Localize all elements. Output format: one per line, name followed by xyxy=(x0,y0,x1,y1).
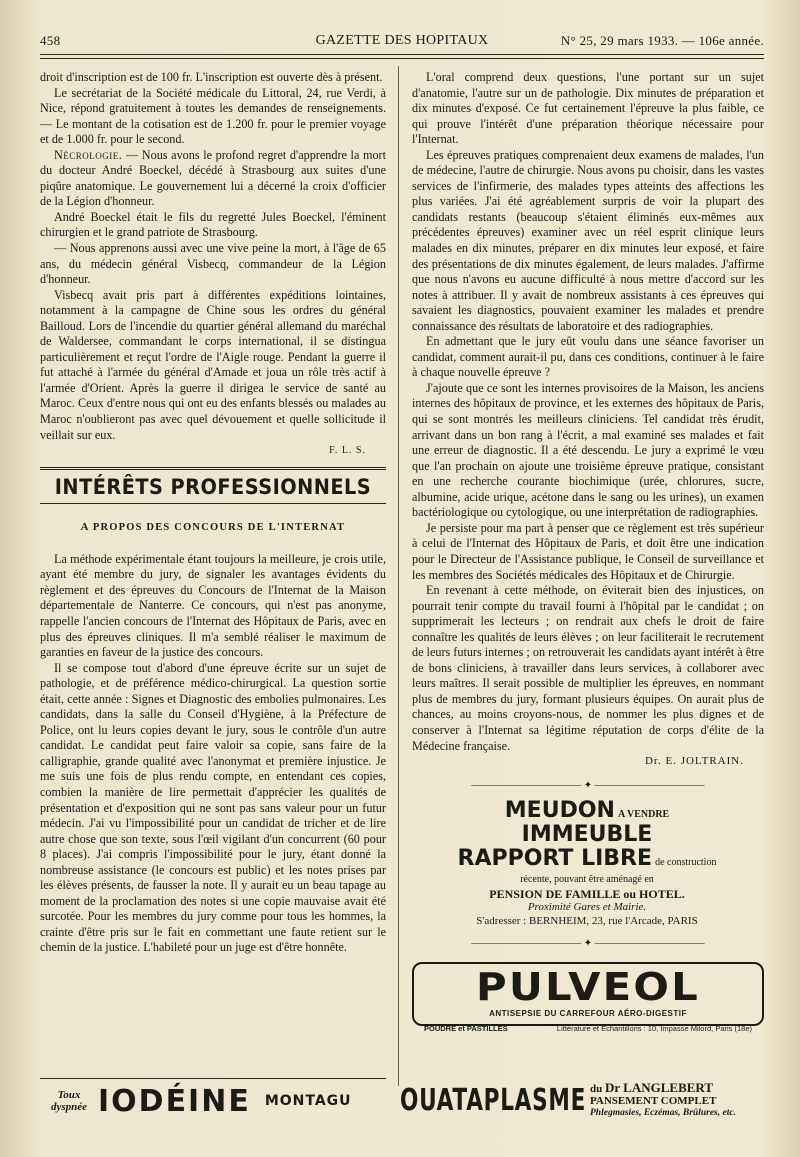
section-rule-thin xyxy=(40,503,386,504)
du-label: du xyxy=(590,1082,603,1095)
section-rule xyxy=(40,467,386,470)
author-signature: Dr. E. JOLTRAIN. xyxy=(644,755,744,768)
paragraph-text: — Nous avons le profond regret d'apprendre la mort du docteur André Boeckel, décédé à Strasbourg aux suites d'une piqûre anatomique. Le gouvernement lui a décerné la croix d'officier de la Légion d'honneur. xyxy=(40,147,386,209)
section-title: INTÉRÊTS PROFESSIONNELS xyxy=(54,474,372,499)
rapport-libre: RAPPORT LIBRE xyxy=(457,846,653,872)
paragraph: En admettant que le jury eût voulu dans une séance favoriser un candidat, comment aurait-il pu, dans ces conditions, continuer à le faire à chaque nouvelle épreuve ? xyxy=(412,334,764,380)
paragraph: La méthode expérimentale étant toujours la meilleure, je crois utile, ayant été membre du jury, de signaler les avantages évidents du règlement et des épreuves du Concours de l'Internat de la Maison départementale de Nanterre. Ce concours, qui n'est pas anonyme, rappelle l'ancien concours de l'Internat des Hôpitaux de Paris, avec en plus des épreuves cliniques. Il m'a semblé réaliser le maximum de garanties en faveur de la justice des concours. xyxy=(40,551,386,660)
meudon-ad-line2 xyxy=(452,847,722,887)
signature-initials: F. L. S. xyxy=(329,445,366,457)
paragraph: — Nous apprenons aussi avec une vive peine la mort, à l'âge de 65 ans, du médecin général Visbecq, commandeur de la Légion d'honneur. xyxy=(40,241,386,287)
paragraph: Visbecq avait pris part à différentes expéditions lointaines, notamment à la campagne de Chine sous les ordres du général Bailloud. Lors de l'incendie du quartier général allemand du maréchal de Waldersee, commandant le corps international, il se distingua particulièrement et reçut l'ordre de l'Aigle rouge. Pendant la guerre il fut attaché à l'armée du général d'Amade et joua un rôle très actif à l'armée d'Orient. Après la guerre il dirigea le service de santé au Maroc. Ceux d'entre nous qui ont eu des enfants blessés ou malades au Maroc n'oublieront pas avec quel dévouement et quelle sollicitude il veillait sur eux. xyxy=(40,287,386,442)
pulveol-tagline: ANTISEPSIE DU CARREFOUR AÉRO-DIGESTIF xyxy=(489,1008,687,1018)
paragraph: Il se compose tout d'abord d'une épreuve écrite sur un sujet de pathologie, et de préférence médico-chirurgical. La question sortie était, cette année : Signes et Diagnostic des embolies pulmonaires. Les candidats, dans la salle du Conseil d'Hygiène, à la Préfecture de Police, ont lu leurs copies devant le jury, sous le contrôle d'un autre candidat. Le candidat peut faire valoir sa copie, sans faire de la calligraphie, grande qualité avec l'anonymat et première injustice. Je me suis une fois de plus rendu compte, en entendant ces copies, combien la manière de lire permettait d'apprécier les qualités de présentation et d'exposition qui ne sont pas sans valeur pour un futur médecin. J'ai vu l'impossibilité pour un candidat de tricher et de lire autre chose que son texte, sous l'œil vigilant d'un concurrent (60 pour 8 places). J'ai compris l'impossibilité pour le jury, étant donné la nombreuse assistance (le concours est public) et les notes prises par les élèves présents, de fausser la note. Il y aurait eu un beau tapage au moment de la proclamation des notes si une copie mauvaise avait été surcotée. Pour les membres du jury comme pour tous les hommes, la crainte d'être pris sur le fait en commettant une faute retient sur le chemin de la justice. L'habileté pour un juge est d'être honnête. xyxy=(40,660,386,955)
necrologie-label: Nécrologie. xyxy=(54,147,123,162)
pulveol-forms: POUDRE et PASTILLES xyxy=(424,1024,508,1034)
issue-date: N° 25, 29 mars 1933. — 106e année. xyxy=(560,33,764,48)
left-column xyxy=(40,70,386,1090)
paragraph: En revenant à cette méthode, on éviterait bien des injustices, on pourrait tenir compte du travail fourni à l'hôpital par le candidat ; on supprimerait les lecteurs ; on rendrait aux chefs le droit de faire connaître les qualités de leurs élèves ; on leur faciliterait le recrutement de leurs futurs internes ; on retrouverait les candidats ayant intérêt à être de bons cliniciens, à travailler dans leurs services, à collaborer avec leurs maîtres. Il serait possible de multiplier les épreuves, en nommant plus de membres du jury, formant plusieurs équipes. On aurait plus de chances, au moins croyons-nous, de nommer les plus dignes et de conserver à l'Internat sa légitime réputation de corps d'élite de la Médecine française. xyxy=(412,583,764,753)
pulveol-address: Littérature et Échantillons : 10, Impasse Milord, Paris (18e) xyxy=(556,1024,752,1034)
paragraph: L'oral comprend deux questions, l'une portant sur un sujet d'anatomie, l'autre sur un de pathologie. Dix minutes de préparation et dix minutes d'exposé. Ce fut certainement l'épreuve la plus faible, ce qui prouve l'intérêt d'une préparation théorique nécessaire pour l'Internat. xyxy=(412,70,764,147)
doctor-name: Dr LANGLEBERT xyxy=(605,1079,714,1095)
meudon-ad-line1 xyxy=(452,799,722,847)
paragraph xyxy=(40,148,386,210)
iodeine-indication xyxy=(40,1089,98,1113)
ornament-divider-2: ——————————— ✦ ——————————— xyxy=(471,938,705,950)
page-header xyxy=(40,33,764,51)
toux-label: Toux xyxy=(57,1089,81,1101)
pulveol-ad xyxy=(412,962,764,1034)
meudon-word: MEUDON xyxy=(504,798,615,824)
ouataplasme-ad xyxy=(400,1078,764,1122)
paragraph: Je persiste pour ma part à penser que ce règlement est très supérieur à celui de l'Internat des Hôpitaux de Paris, et doit être une indication pour le Directeur de l'Assistance publique, le Conseil de surveillance et les membres des Sociétés médicales des Hôpitaux et de Chirurgie. xyxy=(412,520,764,582)
ouataplasme-brand: OUATAPLASME xyxy=(400,1082,587,1118)
header-rule xyxy=(40,54,764,55)
ouataplasme-details xyxy=(590,1079,736,1119)
address-line: S'adresser : BERNHEIM, 23, rue l'Arcade, PARIS xyxy=(476,915,698,928)
proximite-line: Proximité Gares et Mairie. xyxy=(527,901,647,914)
paragraph: J'ajoute que ce sont les internes provisoires de la Maison, les anciens internes des hôpitaux de province, et les externes des hôpitaux de Paris, qui se sont montrés les meilleurs cliniciens. Tel candidat très érudit, arrivant dans un bon rang à l'écrit, a mal examiné ses malades et fait une erreur de diagnostic. Il a été descendu. Le jury a exprimé le vœu que l'an prochain on ajoute une troisième épreuve pratique, consistant en une recherche courante biochimique (urée, chlorures, sucre, albumine, acide urique, acétone dans le sang ou les urines), un examen bactériologique ou cytologique, ou une interprétation de radiographies. xyxy=(412,380,764,520)
iodeine-ad xyxy=(40,1078,386,1123)
right-column xyxy=(412,70,764,1150)
pension-line: PENSION DE FAMILLE ou HOTEL. xyxy=(489,887,685,902)
column-divider xyxy=(398,66,399,1086)
pulveol-brand: PULVEOL xyxy=(476,964,700,1009)
paragraph: Le secrétariat de la Société médicale du Littoral, 24, rue Verdi, à Nice, répond gratuitement à toutes les demandes de renseignements. — Le montant de la cotisation est de 1.200 fr. pour le premier voyage et de 1.000 fr. pour le second. xyxy=(40,85,386,147)
paragraph: droit d'inscription est de 100 fr. L'inscription est ouverte dès à présent. xyxy=(40,70,383,84)
bottom-ads xyxy=(40,1078,764,1128)
iodeine-maker: MONTAGU xyxy=(264,1093,352,1109)
meudon-ad xyxy=(452,799,722,928)
ouataplasme-tagline: PANSEMENT COMPLET xyxy=(590,1094,717,1107)
pulveol-footer xyxy=(424,1021,752,1037)
construction-note: de construction récente, pouvant être aménagé en xyxy=(520,857,717,886)
article-subheading: A PROPOS DES CONCOURS DE L'INTERNAT xyxy=(80,522,346,534)
page-number: 458 xyxy=(40,33,61,48)
immeuble-word: IMMEUBLE xyxy=(521,822,653,848)
dyspnee-label: dyspnée xyxy=(50,1101,88,1113)
ornament-divider: ——————————— ✦ ——————————— xyxy=(471,779,705,791)
a-vendre: A VENDRE xyxy=(618,809,670,821)
paragraph: André Boeckel était le fils du regretté Jules Boeckel, l'éminent chirurgien et le grand patriote de Strasbourg. xyxy=(40,209,386,240)
header-rule-2 xyxy=(40,58,764,59)
journal-title: GAZETTE DES HOPITAUX xyxy=(315,33,489,48)
iodeine-brand: IODÉINE xyxy=(98,1083,251,1119)
ouataplasme-uses: Phlegmasies, Eczémas, Brûlures, etc. xyxy=(590,1107,736,1118)
paragraph: Les épreuves pratiques comprenaient deux examens de malades, l'un de médecine, l'autre de chirurgie. Nous avons pu choisir, dans les vastes services de l'infirmerie, des malades types atteints des affections les plus variées. J'ai été agréablement surpris de voir la plupart des candidats restants (beaucoup s'étaient éliminés eux-mêmes aux précédentes épreuves) examiner avec un réel esprit clinique leurs malades en dix minutes, préparer en dix minutes leur exposé, et faire des présentations de dix minutes également, de leurs malades. J'affirme que nous n'avons eu aucune difficulté à nous mettre d'accord sur les notes à attribuer. Il y avait de nombreux assistants à ces épreuves qui savaient les diagnostics, pouvaient examiner les malades et prendre connaissance des résultats de laboratoire et des radiographies. xyxy=(412,147,764,333)
